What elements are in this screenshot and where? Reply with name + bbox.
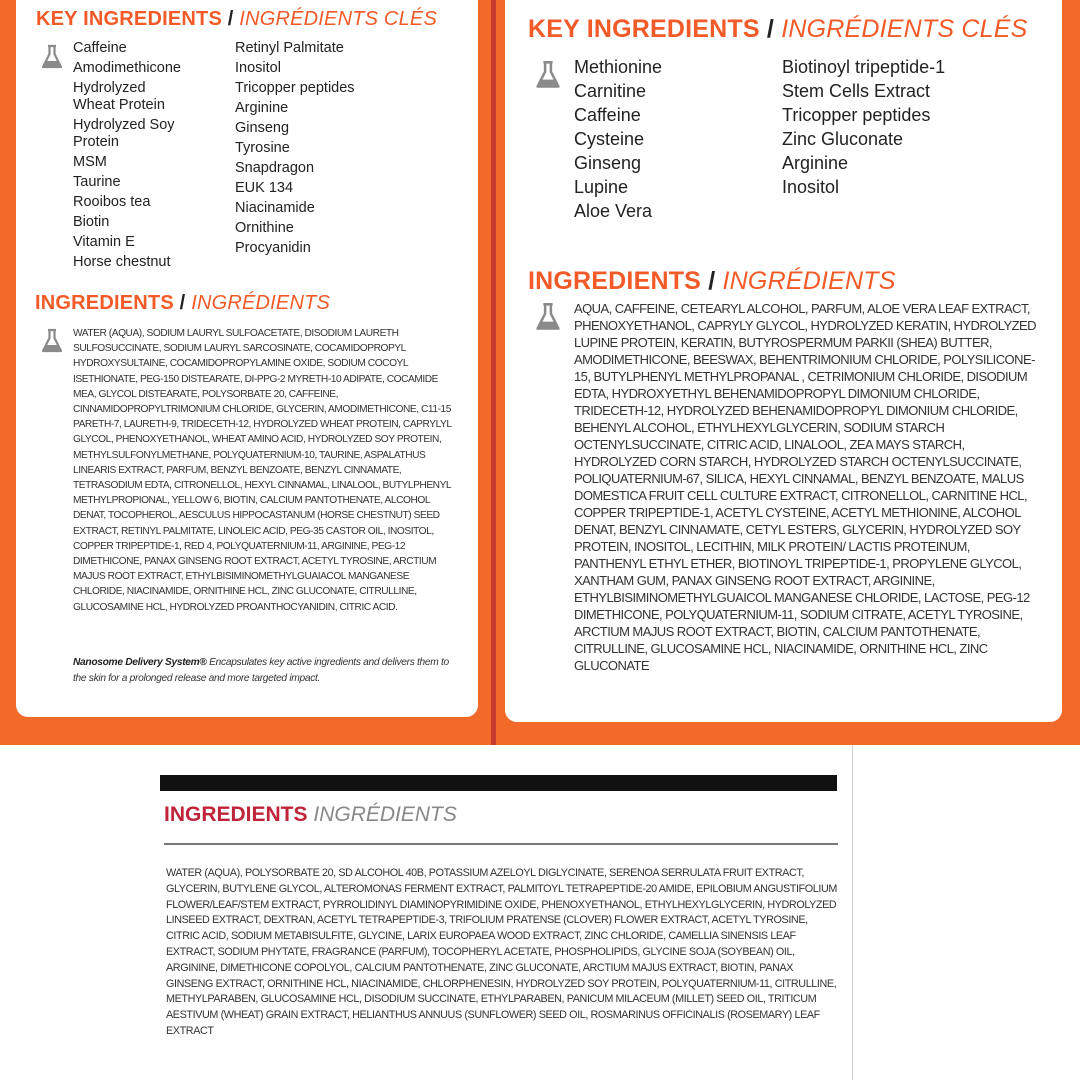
left-key-ingredients-heading <box>36 8 437 31</box>
heading-fr: INGRÉDIENTS <box>722 267 896 295</box>
key-ingredient-item: Zinc Gluconate <box>782 129 904 149</box>
right-ingredients-heading <box>528 267 896 296</box>
panel-divider <box>491 0 496 745</box>
left-ingredients-text: WATER (AQUA), SODIUM LAURYL SULFOACETATE, DISODIUM LAURETH SULFOSUCCINATE, SODIUM LAURYL SARCOSINATE, COCAMIDOPROPYL HYDROXYSULTAINE, COCAMIDOPROPYLAMINE OXIDE, SODIUM COCOYL ISETHIONATE, PEG-150 DISTEARATE, DI-PPG-2 MYRETH-10 ADIPATE, COCAMIDE MEA, GLYCOL DISTEARATE, POLYSORBATE 20, CAFFEINE, CINNAMIDOPROPYLTRIMONIUM CHLORIDE, GLYCERIN, AMODIMETHICONE, C11-15 PARETH-7, LAURETH-9, TRIDECETH-12, HYDROLYZED WHEAT PROTEIN, CAPRYLYL GLYCOL, PHENOXYETHANOL, WHEAT AMINO ACID, HYDROLYZED SOY PROTEIN, METHYLSULFONYLMETHANE, POLYQUATERNIUM-10, TAURINE, ASPALATHUS LINEARIS EXTRACT, PARFUM, BENZYL BENZOATE, BENZYL CINNAMATE, TETRASODIUM EDTA, CITRONELLOL, HEXYL CINNAMAL, LINALOOL, BUTYLPHENYL METHYLPROPIONAL, YELLOW 6, BIOTIN, CALCIUM PANTOTHENATE, ALCOHOL DENAT, TOCOPHEROL, AESCULUS HIPPOCASTANUM (HORSE CHESTNUT) SEED EXTRACT, RETINYL PALMITATE, LINOLEIC ACID, PEG-35 CASTOR OIL, INOSITOL, COPPER TRIPEPTIDE-1, RED 4, POLYQUATERNIUM-11, ARGININE, PEG-12 DIMETHICONE, PANAX GINSENG ROOT EXTRACT, ACETYL TYROSINE, ARCTIUM MAJUS ROOT EXTRACT, ETHYLBISIMINOMETHYLGUAIACOL MANGANESE CHLORIDE, NIACINAMIDE, ORNITHINE HCL, ZINC GLUCONATE, CITRULLINE, GLUCOSAMINE HCL, HYDROLYZED PROANTHOCYANIDIN, CITRIC ACID. <box>73 328 452 613</box>
key-ingredient-item: Biotinoyl tripeptide-1 <box>782 57 946 77</box>
key-ingredient-item: Inositol <box>235 60 281 76</box>
bottom-ingredients-heading <box>164 803 457 827</box>
key-ingredient-item: Arginine <box>235 100 289 116</box>
key-ingredient-item: Inositol <box>782 177 840 197</box>
heading-fr: INGRÉDIENTS CLÉS <box>781 15 1028 43</box>
heading-fr: INGRÉDIENTS <box>191 292 331 314</box>
nanosome-title: Nanosome Delivery System® <box>73 657 207 668</box>
heading-underline <box>164 843 838 845</box>
flask-icon <box>534 302 562 332</box>
left-ingredients-heading <box>35 292 330 315</box>
key-ingredient-item: Hydrolyzed Wheat Protein <box>73 80 165 113</box>
key-ingredient-item: Ginseng <box>235 120 290 136</box>
key-ingredient-item: EUK 134 <box>235 180 294 196</box>
key-ingredient-item: Rooibos tea <box>73 194 151 210</box>
key-ingredient-item: Biotin <box>73 214 110 230</box>
right-key-list-col1 <box>574 55 764 223</box>
key-ingredient-item: Stem Cells Extract <box>782 81 931 101</box>
right-ingredients-panel <box>505 0 1062 722</box>
flask-icon <box>534 60 562 90</box>
heading-slash: / <box>179 292 186 314</box>
heading-en: INGREDIENTS <box>528 267 702 295</box>
key-ingredient-item: Ornithine <box>235 220 294 236</box>
left-key-list-col2 <box>235 40 465 260</box>
right-key-ingredients-heading <box>528 15 1028 44</box>
nanosome-text: Encapsulates key active ingredients and delivers them to the skin for a prolonged release and more targeted impact. <box>73 657 449 684</box>
nanosome-note <box>73 655 463 687</box>
left-ingredients-panel <box>16 0 478 717</box>
key-ingredient-item: Aloe Vera <box>574 201 653 221</box>
bottom-ingredients-text: WATER (AQUA), POLYSORBATE 20, SD ALCOHOL 40B, POTASSIUM AZELOYL DIGLYCINATE, SERENOA SERRULATA FRUIT EXTRACT, GLYCERIN, BUTYLENE GLYCOL, ALTEROMONAS FERMENT EXTRACT, PALMITOYL TETRAPEPTIDE-20 AMIDE, EPILOBIUM ANGUSTIFOLIUM FLOWER/LEAF/STEM EXTRACT, PYRROLIDINYL DIAMINOPYRIMIDINE OXIDE, PHENOXYETHANOL, ETHYLHEXYLGLYCERIN, HYDROLYZED LINSEED EXTRACT, DEXTRAN, ACETYL TETRAPEPTIDE-3, TRIFOLIUM PRATENSE (CLOVER) FLOWER EXTRACT, ACETYL TYROSINE, CITRIC ACID, SODIUM METABISULFITE, GLYCINE, LARIX EUROPAEA WOOD EXTRACT, ZINC CHLORIDE, CAMELLIA SINENSIS LEAF EXTRACT, SODIUM PHYTATE, FRAGRANCE (PARFUM), TOCOPHERYL ACETATE, PHOSPHOLIPIDS, GLYCINE SOJA (SOYBEAN) OIL, ARGININE, DIMETHICONE COPOLYOL, CALCIUM PANTOTHENATE, ZINC GLUCONATE, ARCTIUM MAJUS EXTRACT, BIOTIN, PANAX GINSENG EXTRACT, ORNITHINE HCL, NIACINAMIDE, CHLORPHENESIN, HYDROLYZED SOY PROTEIN, POLYQUATERNIUM-11, CITRULLINE, METHYLPARABEN, GLUCOSAMINE HCL, DISODIUM SUCCINATE, ETHYLPARABEN, PANICUM MILACEUM (MILLET) SEED OIL, TRITICUM AESTIVUM (WHEAT) GRAIN EXTRACT, HELIANTHUS ANNUUS (SUNFLOWER) SEED OIL, ROSMARINUS OFFICINALIS (ROSEMARY) LEAF EXTRACT <box>166 867 837 1037</box>
key-ingredient-item: Tricopper peptides <box>235 80 355 96</box>
key-ingredient-item: Snapdragon <box>235 160 315 176</box>
key-ingredient-item: Caffeine <box>574 105 641 125</box>
heading-en: INGREDIENTS <box>164 803 308 826</box>
heading-fr: INGRÉDIENTS CLÉS <box>239 8 437 30</box>
key-ingredient-item: MSM <box>73 154 107 170</box>
key-ingredient-item: Arginine <box>782 153 849 173</box>
flask-icon <box>40 44 64 70</box>
key-ingredient-item: Retinyl Palmitate <box>235 40 344 56</box>
heading-slash: / <box>766 15 775 43</box>
key-ingredient-item: Niacinamide <box>235 200 315 216</box>
key-ingredient-item: Tricopper peptides <box>782 105 931 125</box>
key-ingredient-item: Procyanidin <box>235 240 311 256</box>
heading-en: KEY INGREDIENTS <box>36 8 222 30</box>
key-ingredient-item: Methionine <box>574 57 663 77</box>
heading-en: INGREDIENTS <box>35 292 174 314</box>
heading-fr: INGRÉDIENTS <box>313 803 457 826</box>
key-ingredient-item: Lupine <box>574 177 629 197</box>
key-ingredient-item: Taurine <box>73 174 121 190</box>
left-key-list-col1 <box>73 40 223 274</box>
flask-icon <box>40 328 64 354</box>
right-key-list-col2 <box>782 55 1052 199</box>
page-edge-line <box>852 745 853 1080</box>
heading-slash: / <box>227 8 234 30</box>
heading-en: KEY INGREDIENTS <box>528 15 760 43</box>
key-ingredient-item: Cysteine <box>574 129 645 149</box>
black-header-bar <box>160 775 837 791</box>
heading-slash: / <box>708 267 716 295</box>
key-ingredient-item: Tyrosine <box>235 140 290 156</box>
key-ingredient-item: Hydrolyzed Soy Protein <box>73 117 175 150</box>
key-ingredient-item: Horse chestnut <box>73 254 171 270</box>
key-ingredient-item: Amodimethicone <box>73 60 181 76</box>
key-ingredient-item: Carnitine <box>574 81 647 101</box>
key-ingredient-item: Caffeine <box>73 40 127 56</box>
key-ingredient-item: Ginseng <box>574 153 642 173</box>
key-ingredient-item: Vitamin E <box>73 234 135 250</box>
right-ingredients-text: AQUA, CAFFEINE, CETEARYL ALCOHOL, PARFUM, ALOE VERA LEAF EXTRACT, PHENOXYETHANOL, CAPRYLY GLYCOL, HYDROLYZED KERATIN, HYDROLYZED LUPINE PROTEIN, KERATIN, BUTYROSPERMUM PARKII (SHEA) BUTTER, AMODIMETHICONE, BEESWAX, BEHENTRIMONIUM CHLORIDE, POLYSILICONE-15, BUTYLPHENYL METHYLPROPANAL , CETRIMONIUM CHLORIDE, DISODIUM EDTA, HYDROXYETHYL BEHENAMIDOPROPYL DIMONIUM CHLORIDE, TRIDECETH-12, HYDROLYZED BEHENAMIDOPROPYL DIMONIUM CHLORIDE, BEHENYL ALCOHOL, ETHYLHEXYLGLYCERIN, SODIUM STARCH OCTENYLSUCCINATE, CITRIC ACID, LINALOOL, ZEA MAYS STARCH, HYDROLYZED CORN STARCH, HYDROLYZED STARCH OCTENYLSUCCINATE, POLIQUATERNIUM-67, SILICA, HEXYL CINNAMAL, BENZYL BENZOATE, MALUS DOMESTICA FRUIT CELL CULTURE EXTRACT, CITRONELLOL, CARNITINE HCL, COPPER TRIPEPTIDE-1, ACETYL CYSTEINE, ACETYL METHIONINE, ALCOHOL DENAT, BENZYL CINNAMATE, CETYL ESTERS, GLYCERIN, HYDROLYZED SOY PROTEIN, INOSITOL, LECITHIN, MILK PROTEIN/ LACTIS PROTEINUM, PANTHENYL ETHYL ETHER, BIOTINOYL TRIPEPTIDE-1, PROPYLENE GLYCOL, XANTHAM GUM, PANAX GINSENG ROOT EXTRACT, ARGININE, ETHYLBISIMINOMETHYLGUAICOL MANGANESE CHLORIDE, LACTOSE, PEG-12 DIMETHICONE, POLYQUATERNIUM-11, SODIUM CITRATE, ACETYL TYROSINE, ARCTIUM MAJUS ROOT EXTRACT, BIOTIN, CALCIUM PANTOTHENATE, CITRULLINE, GLUCOSAMINE HCL, NIACINAMIDE, ORNITHINE HCL, ZINC GLUCONATE <box>574 301 1036 673</box>
